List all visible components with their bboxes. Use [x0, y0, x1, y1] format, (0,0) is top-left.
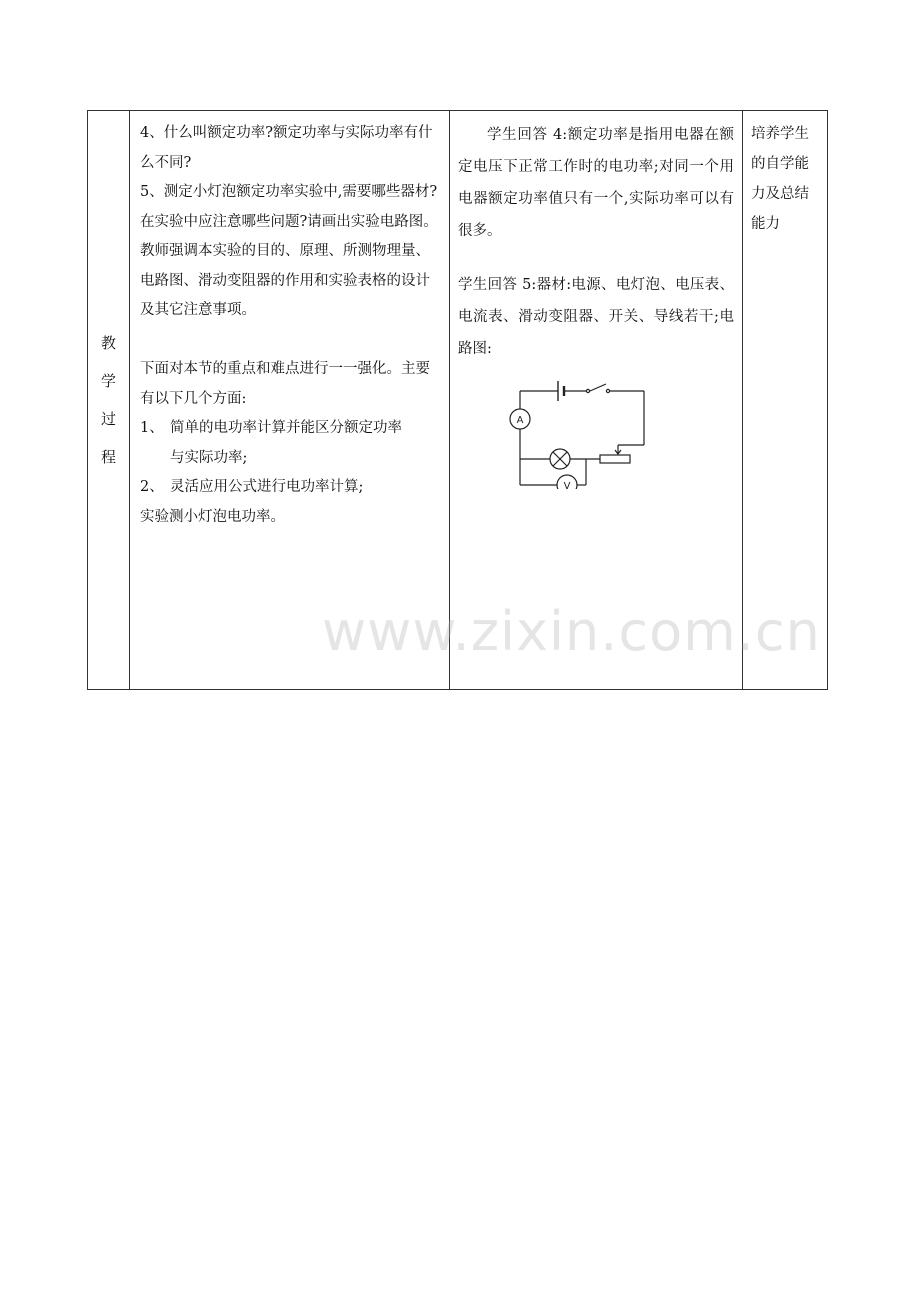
teacher-activity-cell — [130, 111, 450, 690]
voltmeter-label: V — [563, 481, 571, 489]
student-activity-cell — [450, 111, 743, 690]
section-label: 教 学 过 程 — [100, 334, 116, 466]
ammeter-label: A — [516, 415, 524, 426]
lesson-table — [87, 110, 828, 690]
list-item: 1、 简单的电功率计算并能区分额定功率 — [140, 420, 402, 436]
teacher-emphasis: 教师强调本实验的目的、原理、所测物理量、电路图、滑动变阻器的作用和实验表格的设计及其它注意事项。 — [140, 243, 430, 318]
student-answer-4: 学生回答 4:额定功率是指用电器在额定电压下正常工作时的电功率;对同一个用电器额定功率值只有一个,实际功率可以有很多。 — [458, 127, 734, 239]
list-item: 实验测小灯泡电功率。 — [140, 508, 285, 525]
student-answer-5: 学生回答 5:器材:电源、电灯泡、电压表、电流表、滑动变阻器、开关、导线若干;电路图: — [458, 277, 734, 357]
watermark: www.zixin.com.cn — [322, 600, 821, 663]
question-5: 5、测定小灯泡额定功率实验中,需要哪些器材?在实验中应注意哪些问题?请画出实验电路图。 — [140, 184, 438, 230]
list-item: 2、 灵活应用公式进行电功率计算; — [140, 479, 364, 495]
goal-cell — [743, 111, 828, 690]
list-item-continuation: 与实际功率; — [170, 449, 248, 466]
goal-text: 培养学生的自学能力及总结能力 — [751, 126, 809, 232]
question-4: 4、什么叫额定功率?额定功率与实际功率有什么不同? — [140, 125, 433, 171]
section-label-cell — [88, 111, 130, 690]
circuit-diagram — [502, 377, 652, 489]
table-row — [88, 111, 828, 690]
focus-intro: 下面对本节的重点和难点进行一一强化。主要有以下几个方面: — [140, 361, 430, 407]
